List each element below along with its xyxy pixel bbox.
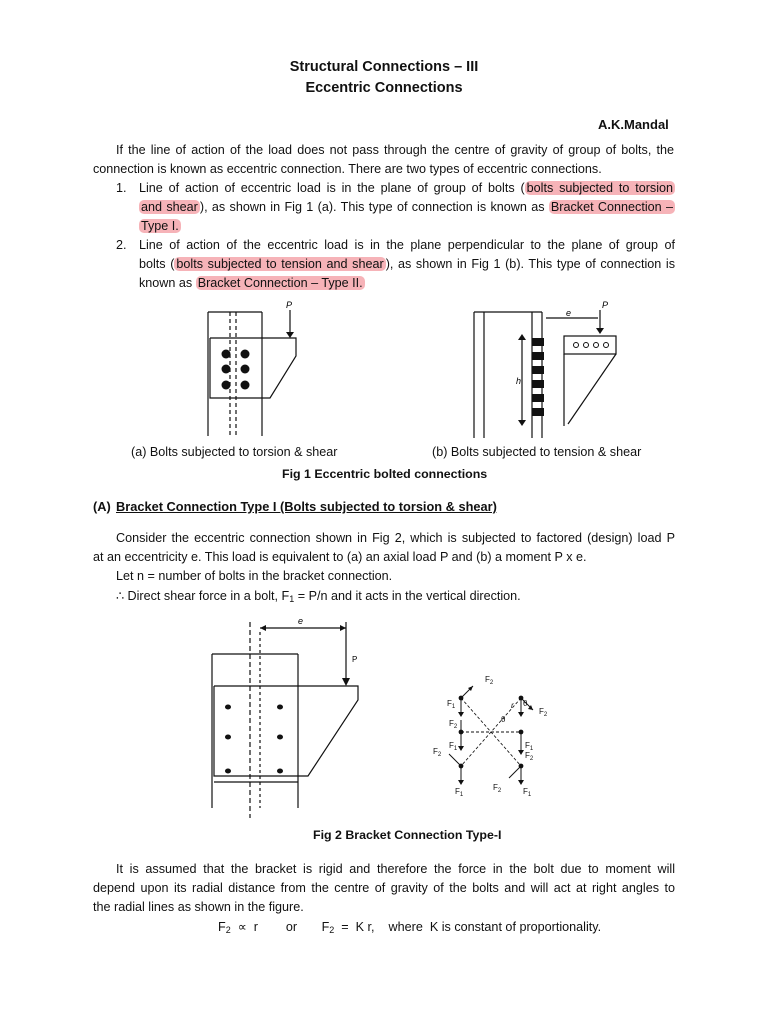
highlight: bolts subjected to tension and shear	[176, 257, 384, 271]
load-label: P	[602, 300, 609, 310]
highlight: Type I.	[141, 219, 179, 233]
svg-text:F2: $F_2$	[485, 675, 494, 686]
svg-text:F1: $F_1$	[525, 741, 534, 752]
load-label: P	[352, 655, 358, 664]
body2-line-3: the radial lines as shown in the figure.	[93, 900, 304, 914]
list-item-2-line-3: known as Bracket Connection – Type II.	[139, 276, 363, 290]
intro-line-1: If the line of action of the load does not pass through the centre of gravity of group of bolts, the	[116, 143, 674, 157]
list-item-2-line-2: bolts ( bolts subjected to tension and shear ), as shown in Fig 1 (b). This type of connection is	[139, 257, 676, 271]
list-item-1-line-1: Line of action of eccentric load is in the plane of group of bolts ( bolts subjected to torsion	[139, 181, 673, 195]
svg-text:r: r	[511, 701, 514, 710]
load-label: P	[286, 300, 293, 310]
body1-line-2: at an eccentricity e. This load is equivalent to (a) an axial load P and (b) a moment P x e.	[93, 550, 587, 564]
body1-line-1: Consider the eccentric connection shown in Fig 2, which is subjected to factored (design) load P	[116, 531, 675, 545]
list-item-1-line-2: and shear ), as shown in Fig 1 (a). This type of connection is known as Bracket Connection –	[141, 200, 673, 214]
highlight: and shear	[141, 200, 198, 214]
fig2-force-diagram	[425, 670, 565, 800]
fig2-caption: Fig 2 Bracket Connection Type-I	[313, 828, 502, 842]
document-title: Structural Connections – III	[289, 59, 479, 75]
fig1b-caption: (b) Bolts subjected to tension & shear	[432, 445, 642, 459]
equation: $F_2 \propto r$ or $F_2 = K$ r, where K is constant of proportionality.	[218, 920, 602, 935]
svg-text:F2: $F_2$	[539, 707, 548, 718]
fig2-bracket-diagram	[200, 614, 365, 824]
body1-line-4: ∴ Direct shear force in a bolt, $F_1 = P/n$ and it acts in the vertical direction.	[116, 589, 521, 604]
eccentricity-label: e	[566, 308, 572, 318]
fig1-caption: Fig 1 Eccentric bolted connections	[282, 467, 488, 481]
body2-line-2: depend upon its radial distance from the centre of gravity of the bolts and will act at right angles to	[93, 881, 675, 895]
fig1b-diagram	[468, 300, 638, 440]
svg-text:F1: $F_1$	[447, 699, 456, 710]
body2-line-1: It is assumed that the bracket is rigid and therefore the force in the bolt due to moment will	[116, 862, 675, 876]
svg-text:F2: $F_2$	[449, 719, 458, 730]
list-item-2-line-1: Line of action of the eccentric load is in the plane perpendicular to the plane of group of	[139, 238, 675, 252]
fig1a-caption: (a) Bolts subjected to torsion & shear	[131, 445, 338, 459]
highlight: bolts subjected to torsion	[526, 181, 673, 195]
list-number-2: 2.	[116, 238, 127, 252]
list-number-1: 1.	[116, 181, 127, 195]
svg-text:F2: $F_2$	[525, 751, 534, 762]
height-label: h	[516, 376, 522, 386]
svg-text:θ: θ	[523, 699, 528, 708]
svg-text:θ: θ	[501, 715, 506, 724]
svg-text:F1: $F_1$	[523, 787, 532, 798]
intro-line-2: connection is known as eccentric connection. There are two types of eccentric connections.	[93, 162, 602, 176]
svg-text:F2: $F_2$	[493, 783, 502, 794]
author: A.K.Mandal	[598, 117, 669, 132]
section-label: (A)	[93, 499, 111, 514]
svg-text:F2: $F_2$	[433, 747, 442, 758]
section-heading: Bracket Connection Type I (Bolts subjected to torsion & shear)	[116, 499, 497, 514]
document-subtitle: Eccentric Connections	[305, 80, 463, 96]
eccentricity-label: e	[298, 616, 304, 626]
body1-line-3: Let n = number of bolts in the bracket connection.	[116, 569, 393, 583]
fig1a-diagram	[200, 300, 310, 440]
svg-text:F1: $F_1$	[455, 787, 464, 798]
highlight: Bracket Connection –	[550, 200, 673, 214]
highlight: Bracket Connection – Type II.	[197, 276, 363, 290]
svg-text:F1: $F_1$	[449, 741, 458, 752]
list-item-1-line-3	[139, 217, 181, 236]
